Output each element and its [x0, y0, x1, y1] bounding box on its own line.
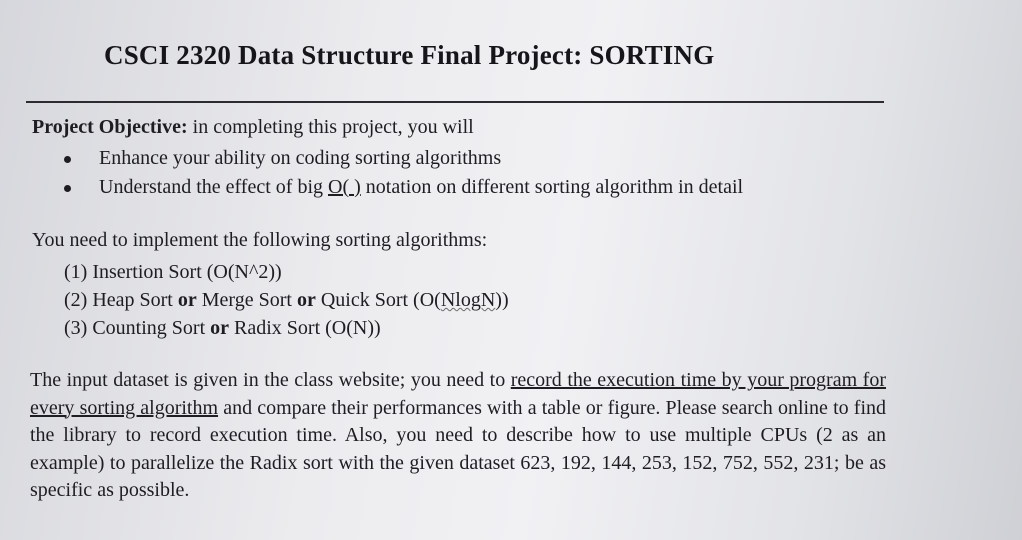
- bullet-dot-icon: [64, 185, 71, 192]
- algorithm-text: Heap Sort: [92, 289, 178, 311]
- objective-label: Project Objective:: [32, 116, 188, 138]
- paragraph-text: and compare their performances with a table or figure. Please search online to find the library to record execution time. Also, you need to describe how to use multiple CPUs (2 as an example) to parallelize the Radix sort with the given dataset 623, 192, 144, 253, 152, 752, 552, 231; be as specific as possible.: [30, 396, 887, 501]
- or-keyword: or: [210, 317, 230, 339]
- instructions-paragraph: [30, 367, 886, 505]
- algorithm-number: (3): [64, 317, 93, 339]
- objective-bullets: [60, 144, 743, 202]
- big-o-notation: O( ): [328, 176, 361, 198]
- or-keyword: or: [296, 289, 316, 311]
- implement-intro: You need to implement the following sorting algorithms:: [32, 229, 488, 251]
- or-keyword: or: [177, 289, 197, 311]
- algorithm-text: Quick Sort (O(: [315, 289, 441, 311]
- algorithm-text: Counting Sort: [92, 317, 211, 339]
- algorithm-text: Merge Sort: [196, 289, 297, 311]
- bullet-text-before: Understand the effect of big: [99, 176, 328, 198]
- objective-text: in completing this project, you will: [187, 116, 474, 138]
- bullet-text: Enhance your ability on coding sorting algorithms: [99, 147, 502, 169]
- project-objective: [32, 116, 474, 139]
- algorithm-item: [64, 286, 509, 314]
- document-title: CSCI 2320 Data Structure Final Project: SORTING: [104, 40, 715, 70]
- algorithm-text: Radix Sort (O(N)): [229, 317, 381, 339]
- bullet-item: [60, 173, 743, 202]
- algorithm-number: (2): [64, 289, 93, 311]
- underlined-requirement: record the execution time by your program for every sorting algorithm: [30, 369, 886, 419]
- algorithm-text: )): [495, 289, 509, 311]
- bullet-text-after: notation on different sorting algorithm in detail: [360, 176, 744, 198]
- spellcheck-underlined-text: NlogN: [440, 289, 496, 311]
- algorithm-text: Insertion Sort (O(N^2)): [92, 261, 282, 283]
- algorithm-list: [64, 258, 509, 342]
- bullet-item: [60, 144, 743, 173]
- algorithm-number: (1): [64, 261, 93, 283]
- paragraph-text: The input dataset is given in the class website; you need to: [30, 369, 511, 391]
- algorithm-item: [64, 314, 509, 342]
- title-divider: [26, 101, 884, 103]
- algorithm-item: [64, 258, 509, 286]
- bullet-dot-icon: [64, 156, 71, 163]
